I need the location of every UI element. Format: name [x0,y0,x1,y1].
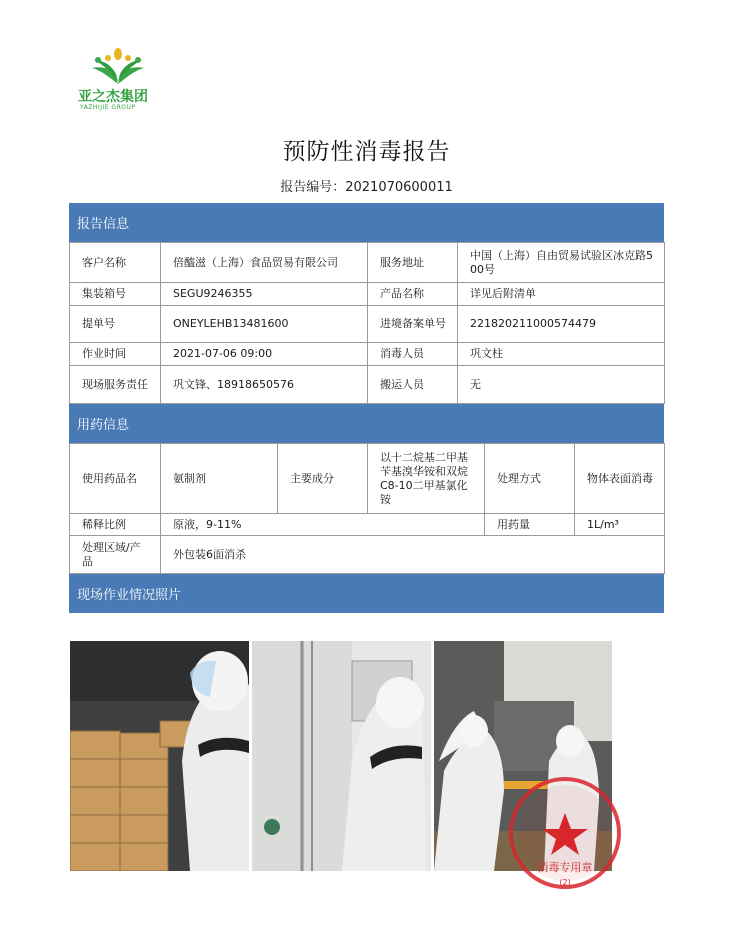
report-number [0,176,733,195]
logo-name-en: YAZHIJIE GROUP [80,104,136,111]
cell-label: 消毒人员 [368,343,458,366]
cell-value: 倍醯滋（上海）食品贸易有限公司 [161,243,368,283]
cell-value: 巩文柱 [458,343,665,366]
report-sheet [69,203,664,613]
cell-value: 无 [458,366,665,404]
cell-value: 巩文锋、18918650576 [161,366,368,404]
table-row [70,306,665,343]
report-number-label: 报告编号： [280,180,346,195]
site-photo-1 [70,641,249,871]
section-header-report: 报告信息 [69,203,664,242]
company-logo [78,46,158,112]
cell-value: 详见后附清单 [458,283,665,306]
cell-value: 氨制剂 [161,444,278,514]
cell-value: 2021-07-06 09:00 [161,343,368,366]
logo-mark-icon [78,46,158,88]
cell-label: 处理方式 [485,444,575,514]
site-photo-2 [252,641,431,871]
section-header-photos: 现场作业情况照片 [69,574,664,613]
cell-value: 1L/m³ [575,514,665,536]
cell-label: 现场服务责任 [70,366,161,404]
table-row [70,366,665,404]
table-row [70,283,665,306]
table-row [70,343,665,366]
cell-label: 使用药品名 [70,444,161,514]
report-info-table [69,242,665,404]
cell-value: 物体表面消毒 [575,444,665,514]
page-title: 预防性消毒报告 [282,139,451,165]
cell-label: 搬运人员 [368,366,458,404]
table-row [70,536,665,574]
cell-label: 稀释比例 [70,514,161,536]
cell-label: 用药量 [485,514,575,536]
seal-bottom-text: 消毒专用章 [537,861,593,874]
cell-label: 集装箱号 [70,283,161,306]
logo-name-cn: 亚之杰集团 [78,89,148,105]
cell-label: 处理区域/产品 [70,536,161,574]
seal-number: (2) [559,878,571,887]
cell-label: 提单号 [70,306,161,343]
cell-value: 221820211000574479 [458,306,665,343]
red-seal-icon [505,773,625,893]
drug-info-table [69,443,665,574]
cell-label: 产品名称 [368,283,458,306]
cell-value: ONEYLEHB13481600 [161,306,368,343]
report-number-value: 2021070600011 [345,180,453,195]
cell-label: 进境备案单号 [368,306,458,343]
table-row [70,444,665,514]
cell-value: 外包装6面消杀 [161,536,665,574]
cell-value: 中国（上海）自由贸易试验区冰克路500号 [458,243,665,283]
cell-label: 客户名称 [70,243,161,283]
section-header-drug: 用药信息 [69,404,664,443]
cell-value: 以十二烷基二甲基苄基溴华铵和双烷C8-10二甲基氯化铵 [368,444,485,514]
table-row [70,243,665,283]
official-seal [505,773,625,893]
cell-label: 服务地址 [368,243,458,283]
cell-value: 原液，9-11% [161,514,485,536]
cell-label: 主要成分 [278,444,368,514]
cell-label: 作业时间 [70,343,161,366]
cell-value: SEGU9246355 [161,283,368,306]
table-row [70,514,665,536]
